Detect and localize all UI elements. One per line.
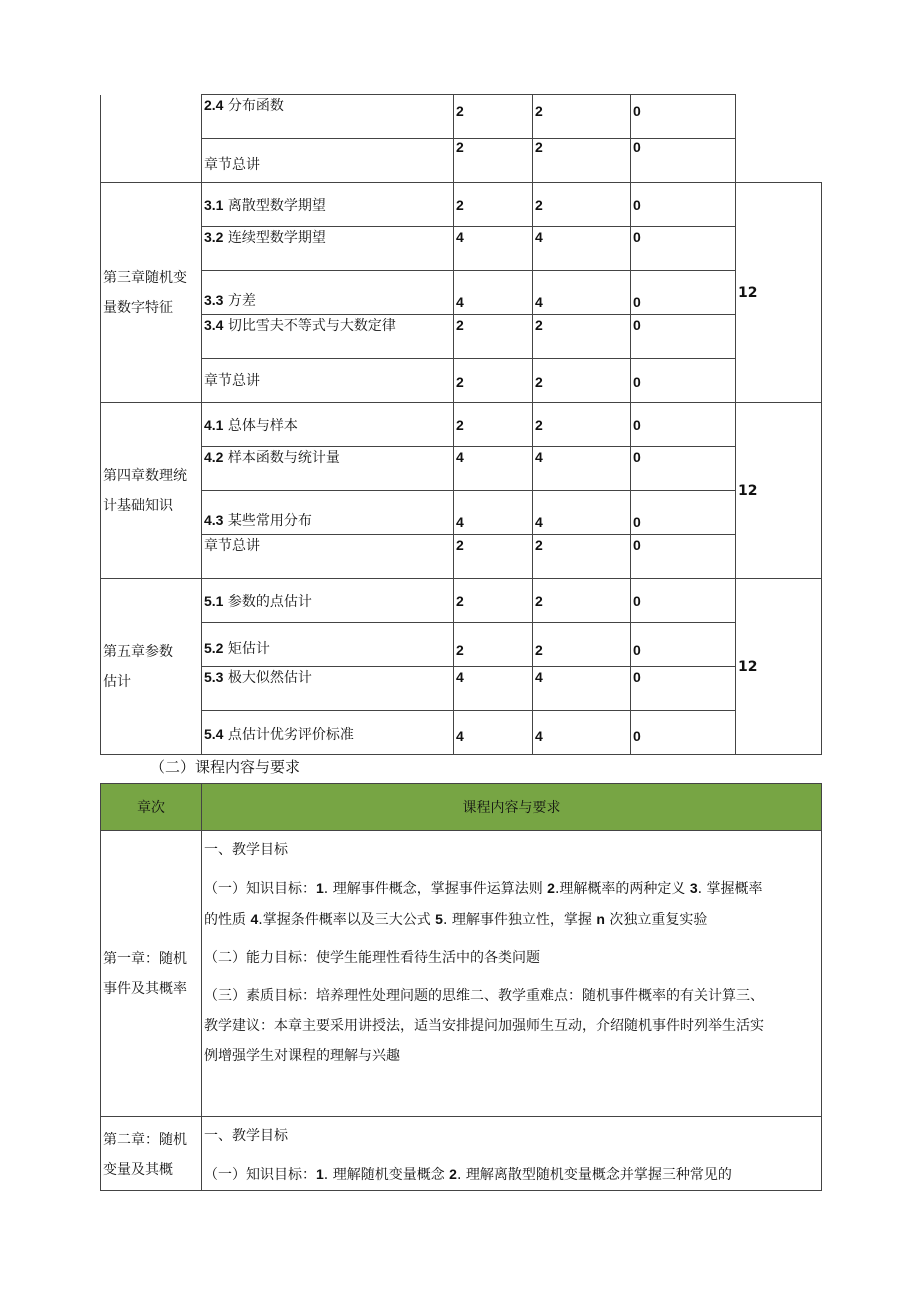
hours-lab-cell: 0 [631,183,736,227]
table-row [101,227,822,271]
hours-total-cell: 4 [454,667,533,711]
hours-lecture-cell: 4 [533,491,631,535]
topic-cell: 3.1 离散型数学期望 [202,183,454,227]
hours-total-cell: 2 [454,623,533,667]
hours-total-cell: 2 [454,95,533,139]
table-row [101,95,822,139]
topic-cell: 章节总讲 [202,535,454,579]
hours-lecture-cell: 4 [533,227,631,271]
hours-total-cell: 4 [454,711,533,755]
goal-heading: 一、教学目标 [204,1128,288,1144]
hours-table [100,94,822,755]
content-table [100,783,822,1191]
knowledge-goal: （一）知识目标：1. 理解随机变量概念 2. 理解离散型随机变量概念并掌握三种常见的 [204,1166,732,1183]
hours-lecture-cell: 2 [533,183,631,227]
table-row [101,623,822,667]
hours-total-cell: 2 [454,403,533,447]
topic-cell: 4.1 总体与样本 [202,403,454,447]
topic-cell: 3.2 连续型数学期望 [202,227,454,271]
hours-lecture-cell: 4 [533,667,631,711]
topic-cell: 5.4 点估计优劣评价标准 [202,711,454,755]
hours-lab-cell: 0 [631,359,736,403]
topic-cell: 3.4 切比雪夫不等式与大数定律 [202,315,454,359]
hours-lab-cell: 0 [631,227,736,271]
hours-lab-cell: 0 [631,535,736,579]
table-row [101,403,822,447]
hours-lecture-cell: 2 [533,95,631,139]
topic-cell: 章节总讲 [202,359,454,403]
hours-total-cell: 2 [454,315,533,359]
hours-sum-cell-continued [736,95,822,183]
hours-lecture-cell: 4 [533,447,631,491]
chapter-cell: 第一章：随机 事件及其概率 [101,831,202,1117]
hours-lecture-cell: 2 [533,403,631,447]
hours-lab-cell: 0 [631,579,736,623]
quality-goal: （三）素质目标：培养理性处理问题的思维二、教学重难点：随机事件概率的有关计算三、 教学建议：本章主要采用讲授法，适当安排提问加强师生互动，介绍随机事件时列举生活实 例增强学生对课程的理解与兴趣 [204,988,764,1064]
table-row [101,315,822,359]
ability-goal: （二）能力目标：使学生能理性看待生活中的各类问题 [204,950,540,966]
hours-total-cell: 4 [454,271,533,315]
chapter-cell-continued [101,95,202,183]
hours-total-cell: 2 [454,579,533,623]
topic-cell: 5.3 极大似然估计 [202,667,454,711]
hours-lab-cell: 0 [631,711,736,755]
table-row [101,667,822,711]
table-row [101,359,822,403]
hours-lecture-cell: 4 [533,271,631,315]
table-row [101,447,822,491]
goal-heading: 一、教学目标 [204,842,288,858]
section-title: （二）课程内容与要求 [150,758,301,776]
chapter-cell: 第二章：随机 变量及其概 [101,1117,202,1191]
hours-lecture-cell: 2 [533,315,631,359]
chapter-cell: 第五章参数 估计 [101,579,202,755]
topic-cell: 2.4 分布函数 [202,95,454,139]
table-row [101,579,822,623]
hours-lecture-cell: 2 [533,139,631,183]
topic-cell: 4.3 某些常用分布 [202,491,454,535]
hours-lab-cell: 0 [631,447,736,491]
table-row [101,711,822,755]
chapter-hours-cell: 12 [736,183,822,403]
topic-cell: 5.2 矩估计 [202,623,454,667]
table-row [101,491,822,535]
knowledge-goal: （一）知识目标：1. 理解事件概念，掌握事件运算法则 2.理解概率的两种定义 3. 掌握概率 的性质 4.掌握条件概率以及三大公式 5. 理解事件独立性，掌握 n 次独立重复实验 [204,880,763,928]
hours-lab-cell: 0 [631,403,736,447]
topic-cell: 章节总讲 [202,139,454,183]
header-chapter: 章次 [101,784,202,831]
hours-total-cell: 2 [454,535,533,579]
hours-lab-cell: 0 [631,315,736,359]
chapter-hours-cell: 12 [736,403,822,579]
hours-lecture-cell: 2 [533,579,631,623]
hours-lab-cell: 0 [631,491,736,535]
hours-lab-cell: 0 [631,139,736,183]
hours-total-cell: 4 [454,447,533,491]
hours-lecture-cell: 4 [533,711,631,755]
topic-cell: 5.1 参数的点估计 [202,579,454,623]
hours-total-cell: 4 [454,227,533,271]
content-cell [202,1117,822,1191]
chapter-hours-cell: 12 [736,579,822,755]
hours-total-cell: 2 [454,359,533,403]
table-row [101,139,822,183]
table-header-row [101,784,822,831]
topic-cell: 3.3 方差 [202,271,454,315]
table-row [101,183,822,227]
hours-total-cell: 2 [454,139,533,183]
hours-total-cell: 4 [454,491,533,535]
hours-lab-cell: 0 [631,271,736,315]
hours-lab-cell: 0 [631,623,736,667]
hours-lab-cell: 0 [631,667,736,711]
hours-lab-cell: 0 [631,95,736,139]
table-row [101,535,822,579]
chapter-cell: 第三章随机变 量数字特征 [101,183,202,403]
content-cell [202,831,822,1117]
table-row [101,831,822,1117]
hours-total-cell: 2 [454,183,533,227]
hours-lecture-cell: 2 [533,623,631,667]
hours-lecture-cell: 2 [533,535,631,579]
table-row [101,1117,822,1191]
topic-cell: 4.2 样本函数与统计量 [202,447,454,491]
header-content: 课程内容与要求 [202,784,822,831]
chapter-cell: 第四章数理统 计基础知识 [101,403,202,579]
hours-lecture-cell: 2 [533,359,631,403]
table-row [101,271,822,315]
